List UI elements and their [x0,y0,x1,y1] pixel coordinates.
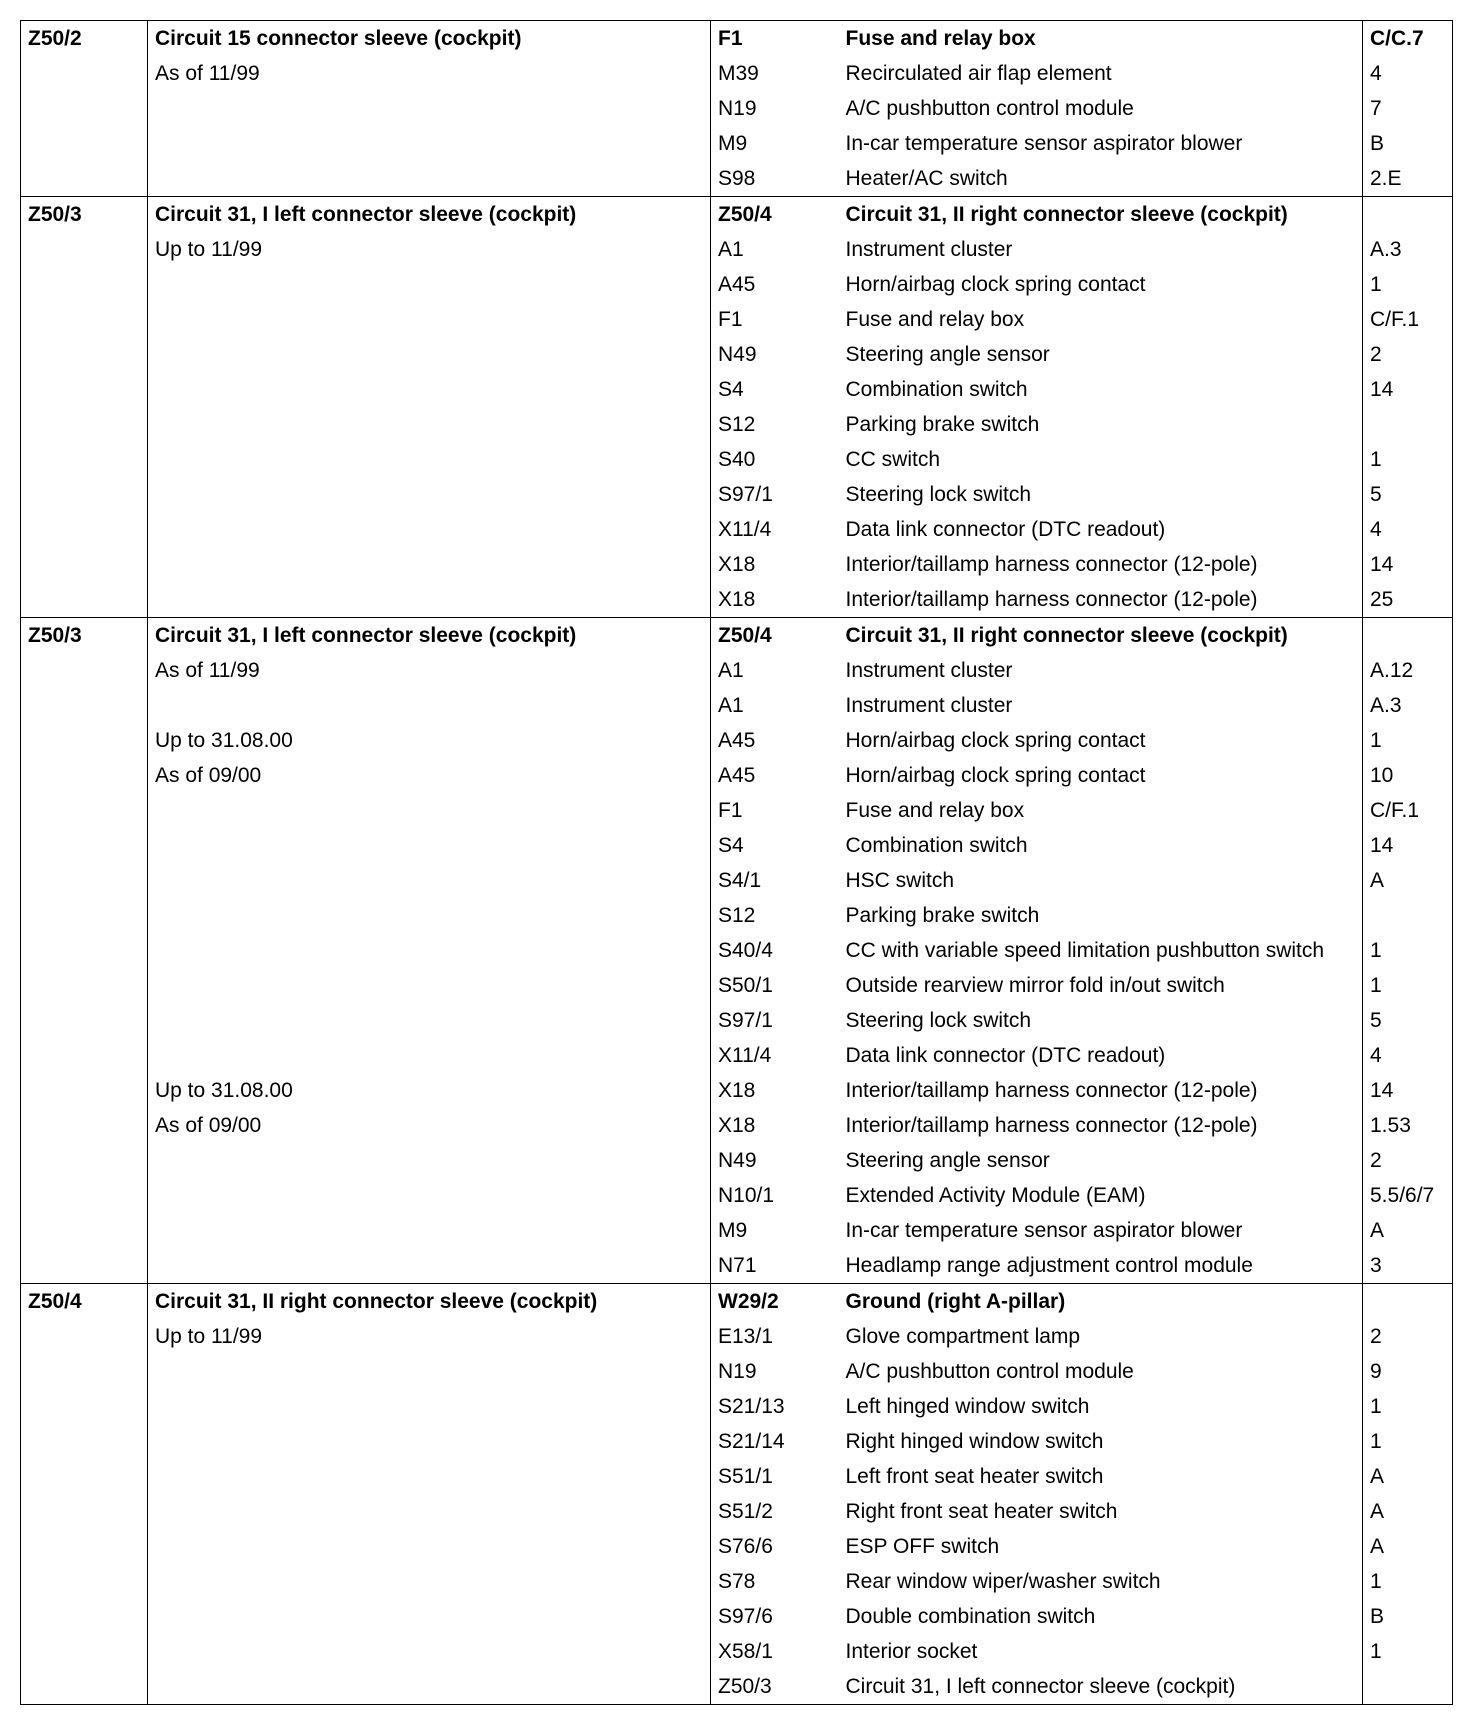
row-note [148,898,711,933]
row-note: Up to 31.08.00 [148,723,711,758]
component-description: Glove compartment lamp [839,1319,1363,1354]
table-row [21,1424,1453,1459]
row-note [148,1003,711,1038]
table-row [21,1178,1453,1213]
table-row [21,1529,1453,1564]
section-id-empty [21,758,148,793]
component-code: F1 [718,307,743,331]
component-description: Instrument cluster [839,688,1363,723]
table-row [21,1459,1453,1494]
pin-value: 1 [1363,442,1453,477]
row-note [148,302,711,337]
component-code: X18 [718,552,756,576]
table-row [21,1354,1453,1389]
section-id-empty [21,1669,148,1705]
component-code: S50/1 [718,973,773,997]
section-id-empty [21,442,148,477]
pin-value: 10 [1363,758,1453,793]
component-code: S97/1 [718,1008,773,1032]
component-description: Steering angle sensor [839,337,1363,372]
table-row [21,618,1453,654]
component-code: S40 [718,447,756,471]
component-code: N19 [718,96,757,120]
component-description: Combination switch [839,372,1363,407]
component-description: HSC switch [839,863,1363,898]
component-description: CC with variable speed limitation pushbutton switch [839,933,1363,968]
section-id-empty [21,56,148,91]
component-description: Rear window wiper/washer switch [839,1564,1363,1599]
component-code: F1 [711,21,839,57]
row-note [148,1038,711,1073]
component-description: Fuse and relay box [839,793,1363,828]
pin-value: C/F.1 [1363,302,1453,337]
component-description: Interior/taillamp harness connector (12-pole) [839,582,1363,618]
component-code: S21/14 [718,1429,785,1453]
component-code: M9 [718,1218,748,1242]
component-description: Parking brake switch [839,898,1363,933]
table-row [21,582,1453,618]
component-code: S4/1 [718,868,762,892]
table-row [21,1494,1453,1529]
section-id-empty [21,512,148,547]
section-id: Z50/3 [21,618,148,654]
component-description: A/C pushbutton control module [839,91,1363,126]
component-code: W29/2 [711,1284,839,1320]
pin-value: 14 [1363,547,1453,582]
pin-value: 1.53 [1363,1108,1453,1143]
component-code: N49 [718,342,757,366]
table-row [21,1073,1453,1108]
section-id-empty [21,1389,148,1424]
row-note [148,688,711,723]
pin-value: 1 [1363,1564,1453,1599]
component-description: Combination switch [839,828,1363,863]
row-note [148,1669,711,1705]
table-row [21,933,1453,968]
table-row [21,653,1453,688]
component-description: Extended Activity Module (EAM) [839,1178,1363,1213]
table-row [21,863,1453,898]
table-row [21,547,1453,582]
table-row [21,688,1453,723]
row-note [148,1248,711,1284]
table-row [21,1669,1453,1705]
component-code: X11/4 [718,517,772,541]
section-id-empty [21,1494,148,1529]
component-description: Headlamp range adjustment control module [839,1248,1363,1284]
section-id: Z50/2 [21,21,148,57]
section-id-empty [21,1354,148,1389]
pin-value: 9 [1363,1354,1453,1389]
component-code: X58/1 [718,1639,773,1663]
section-id-empty [21,723,148,758]
component-code: N49 [718,1148,757,1172]
pin-value [1363,1284,1453,1320]
row-note: As of 09/00 [148,758,711,793]
section-id-empty [21,126,148,161]
section-id-empty [21,1529,148,1564]
pin-value: 1 [1363,1424,1453,1459]
row-note: Up to 31.08.00 [148,1073,711,1108]
section-id-empty [21,1459,148,1494]
component-description: Data link connector (DTC readout) [839,512,1363,547]
section-id-empty [21,1213,148,1248]
component-code: A45 [718,728,756,752]
component-description: Horn/airbag clock spring contact [839,267,1363,302]
section-id: Z50/3 [21,197,148,233]
section-id-empty [21,267,148,302]
component-description: Horn/airbag clock spring contact [839,758,1363,793]
row-note: As of 11/99 [148,56,711,91]
table-row [21,1248,1453,1284]
component-description: Interior/taillamp harness connector (12-pole) [839,1073,1363,1108]
component-code: N10/1 [718,1183,775,1207]
pin-value: 3 [1363,1248,1453,1284]
row-note [148,1424,711,1459]
component-description: Parking brake switch [839,407,1363,442]
component-code: S12 [718,903,756,927]
component-description: Circuit 31, I left connector sleeve (cockpit) [839,1669,1363,1705]
component-description: Interior socket [839,1634,1363,1669]
row-note [148,793,711,828]
section-id-empty [21,688,148,723]
section-id-empty [21,91,148,126]
component-code: M9 [718,131,748,155]
component-code: M39 [718,61,759,85]
section-id-empty [21,232,148,267]
section-id-empty [21,1248,148,1284]
row-note [148,1529,711,1564]
table-row [21,21,1453,57]
row-note [148,1389,711,1424]
component-code: N71 [711,1248,839,1284]
table-row [21,197,1453,233]
component-description: Outside rearview mirror fold in/out switch [839,968,1363,1003]
component-code: Z50/4 [711,618,839,654]
component-code: X18 [718,1113,756,1137]
component-code: S97/1 [718,482,773,506]
table-row [21,161,1453,197]
component-code: A1 [718,658,744,682]
table-row [21,1599,1453,1634]
pin-value: A [1363,1529,1453,1564]
row-note [148,582,711,618]
row-note [148,512,711,547]
pin-value: A [1363,1494,1453,1529]
pin-value: 2 [1363,1319,1453,1354]
section-id-empty [21,1424,148,1459]
section-id-empty [21,793,148,828]
component-code: S78 [718,1569,756,1593]
component-description: ESP OFF switch [839,1529,1363,1564]
row-note [148,1494,711,1529]
row-note [148,1459,711,1494]
section-title: Circuit 15 connector sleeve (cockpit) [148,21,711,57]
table-body [21,21,1453,1705]
table-row [21,1284,1453,1320]
component-code: S4 [718,377,744,401]
component-code: X11/4 [718,1043,772,1067]
section-id-empty [21,1038,148,1073]
pin-value: A.3 [1363,688,1453,723]
component-description: Steering angle sensor [839,1143,1363,1178]
table-row [21,372,1453,407]
pin-value: B [1363,1599,1453,1634]
component-description: Recirculated air flap element [839,56,1363,91]
pin-value: A.3 [1363,232,1453,267]
component-code: S4 [718,833,744,857]
section-id-empty [21,1143,148,1178]
table-row [21,1319,1453,1354]
component-description: Right front seat heater switch [839,1494,1363,1529]
section-id-empty [21,1634,148,1669]
section-id-empty [21,477,148,512]
component-code: X18 [711,582,839,618]
table-row [21,758,1453,793]
table-row [21,898,1453,933]
pin-value: 2 [1363,1143,1453,1178]
table-row [21,91,1453,126]
component-description: Interior/taillamp harness connector (12-pole) [839,547,1363,582]
table-row [21,1389,1453,1424]
component-description: CC switch [839,442,1363,477]
component-code: S51/2 [718,1499,773,1523]
row-note [148,372,711,407]
pin-value: 25 [1363,582,1453,618]
section-id-empty [21,898,148,933]
component-description: Left front seat heater switch [839,1459,1363,1494]
pin-value: 1 [1363,267,1453,302]
section-id-empty [21,1073,148,1108]
component-description: Interior/taillamp harness connector (12-pole) [839,1108,1363,1143]
component-description: Right hinged window switch [839,1424,1363,1459]
row-note [148,1213,711,1248]
pin-value [1363,898,1453,933]
pin-value: 5 [1363,1003,1453,1038]
row-note [148,442,711,477]
row-note [148,337,711,372]
table-row [21,477,1453,512]
table-row [21,512,1453,547]
pin-value: 4 [1363,512,1453,547]
section-id-empty [21,1178,148,1213]
component-description: Steering lock switch [839,1003,1363,1038]
table-row [21,1634,1453,1669]
pin-value: 1 [1363,1389,1453,1424]
pin-value: 2.E [1363,161,1453,197]
component-code: S51/1 [718,1464,773,1488]
section-id-empty [21,337,148,372]
section-id-empty [21,1108,148,1143]
row-note: Up to 11/99 [148,1319,711,1354]
table-row [21,232,1453,267]
pin-value: 14 [1363,828,1453,863]
pin-value: 1 [1363,723,1453,758]
pin-value: 4 [1363,1038,1453,1073]
section-title: Circuit 31, II right connector sleeve (cockpit) [148,1284,711,1320]
row-note [148,1564,711,1599]
row-note [148,1178,711,1213]
row-note [148,161,711,197]
row-note [148,863,711,898]
pin-value [1363,197,1453,233]
row-note: As of 09/00 [148,1108,711,1143]
row-note [148,1354,711,1389]
row-note [148,968,711,1003]
row-note [148,933,711,968]
component-code: S40/4 [718,938,773,962]
section-id-empty [21,653,148,688]
section-id-empty [21,828,148,863]
table-row [21,302,1453,337]
component-description: Horn/airbag clock spring contact [839,723,1363,758]
pin-value: 5 [1363,477,1453,512]
table-row [21,723,1453,758]
row-note [148,1143,711,1178]
component-code: Z50/4 [711,197,839,233]
row-note [148,1634,711,1669]
component-description: Steering lock switch [839,477,1363,512]
component-description: Circuit 31, II right connector sleeve (cockpit) [839,197,1363,233]
component-description: In-car temperature sensor aspirator blower [839,1213,1363,1248]
row-note [148,1599,711,1634]
table-row [21,793,1453,828]
component-description: Fuse and relay box [839,302,1363,337]
table-row [21,828,1453,863]
row-note [148,126,711,161]
pin-value [1363,618,1453,654]
pin-value: 7 [1363,91,1453,126]
component-description: Heater/AC switch [839,161,1363,197]
component-description: In-car temperature sensor aspirator blower [839,126,1363,161]
section-id-empty [21,1599,148,1634]
component-description: Instrument cluster [839,232,1363,267]
component-description: Left hinged window switch [839,1389,1363,1424]
component-code: S76/6 [718,1534,773,1558]
component-code: N19 [718,1359,757,1383]
table-row [21,968,1453,1003]
table-row [21,1108,1453,1143]
table-row [21,1213,1453,1248]
row-note [148,407,711,442]
section-id-empty [21,1564,148,1599]
component-code: S97/6 [718,1604,773,1628]
row-note [148,267,711,302]
pin-value: 1 [1363,1634,1453,1669]
table-row [21,126,1453,161]
section-title: Circuit 31, I left connector sleeve (cockpit) [148,618,711,654]
component-description: Double combination switch [839,1599,1363,1634]
section-id-empty [21,547,148,582]
pin-value: A.12 [1363,653,1453,688]
section-id-empty [21,863,148,898]
section-id-empty [21,582,148,618]
component-description: Ground (right A-pillar) [839,1284,1363,1320]
section-id-empty [21,372,148,407]
component-code: A1 [718,237,744,261]
section-id-empty [21,968,148,1003]
component-description: Fuse and relay box [839,21,1363,57]
pin-value: C/F.1 [1363,793,1453,828]
row-note: As of 11/99 [148,653,711,688]
table-row [21,1143,1453,1178]
component-description: Instrument cluster [839,653,1363,688]
pin-value: 4 [1363,56,1453,91]
component-code: S98 [711,161,839,197]
row-note [148,91,711,126]
component-code: S21/13 [718,1394,785,1418]
section-id-empty [21,933,148,968]
table-row [21,1564,1453,1599]
row-note: Up to 11/99 [148,232,711,267]
pin-value: 14 [1363,372,1453,407]
pin-value: A [1363,863,1453,898]
section-id-empty [21,1003,148,1038]
pin-value: C/C.7 [1363,21,1453,57]
pin-value: 2 [1363,337,1453,372]
section-id-empty [21,1319,148,1354]
row-note [148,828,711,863]
component-code: A1 [718,693,744,717]
table-row [21,337,1453,372]
component-description: A/C pushbutton control module [839,1354,1363,1389]
table-row [21,267,1453,302]
component-code: Z50/3 [711,1669,839,1705]
section-id: Z50/4 [21,1284,148,1320]
pin-value [1363,1669,1453,1705]
pin-value: B [1363,126,1453,161]
component-code: A45 [718,763,756,787]
section-id-empty [21,407,148,442]
table-row [21,407,1453,442]
table-row [21,442,1453,477]
component-code: X18 [718,1078,756,1102]
pin-value: 5.5/6/7 [1363,1178,1453,1213]
component-description: Circuit 31, II right connector sleeve (cockpit) [839,618,1363,654]
component-code: S12 [718,412,756,436]
component-code: F1 [718,798,743,822]
table-row [21,56,1453,91]
row-note [148,547,711,582]
component-description: Data link connector (DTC readout) [839,1038,1363,1073]
row-note [148,477,711,512]
pin-value: A [1363,1459,1453,1494]
section-id-empty [21,161,148,197]
table-row [21,1003,1453,1038]
section-title: Circuit 31, I left connector sleeve (cockpit) [148,197,711,233]
pin-value: 14 [1363,1073,1453,1108]
pin-value [1363,407,1453,442]
component-code: A45 [718,272,756,296]
pin-value: 1 [1363,933,1453,968]
section-id-empty [21,302,148,337]
table-row [21,1038,1453,1073]
component-code: E13/1 [718,1324,773,1348]
connector-sleeve-table [20,20,1453,1705]
pin-value: A [1363,1213,1453,1248]
pin-value: 1 [1363,968,1453,1003]
